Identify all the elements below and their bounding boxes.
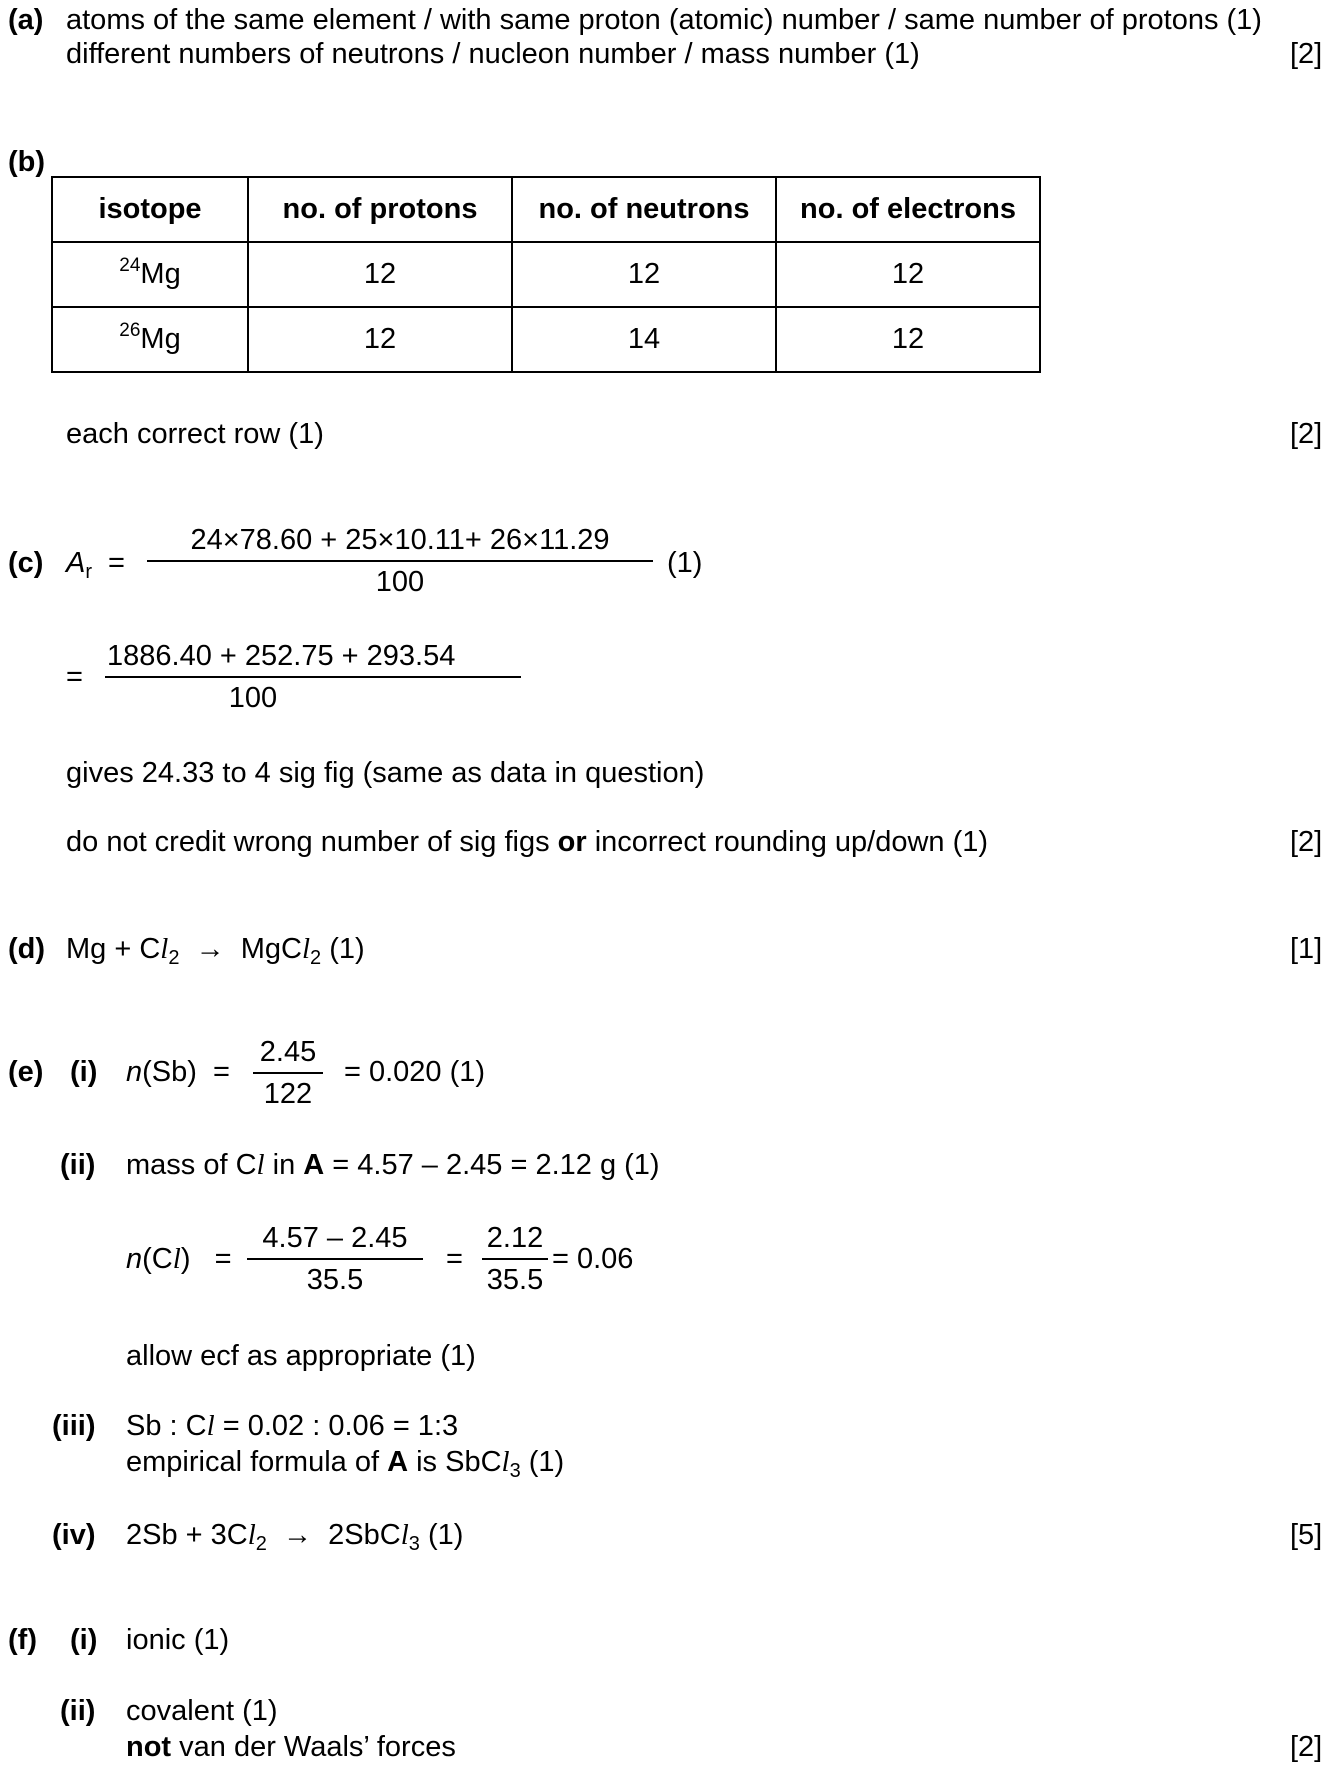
e-ii-lhs: n(Cl) = bbox=[126, 1243, 232, 1275]
compound-a: A bbox=[387, 1446, 409, 1478]
fraction-denominator: 122 bbox=[263, 1078, 313, 1111]
part-e-marks: [5] bbox=[1290, 1519, 1323, 1551]
chlorine-l: l bbox=[301, 933, 311, 965]
header-isotope: isotope bbox=[52, 177, 248, 242]
part-b-label: (b) bbox=[8, 146, 46, 178]
text: Sb : C bbox=[126, 1410, 207, 1442]
cell-electrons: 12 bbox=[776, 307, 1040, 372]
f-i-text: ionic (1) bbox=[126, 1624, 230, 1656]
fraction-numerator: 2.12 bbox=[486, 1222, 544, 1254]
text: in bbox=[264, 1149, 304, 1181]
text: van der Waals’ forces bbox=[171, 1731, 456, 1763]
e-i-result: = 0.020 (1) bbox=[344, 1056, 486, 1088]
part-e-iv-label: (iv) bbox=[52, 1519, 96, 1551]
text: ) bbox=[180, 1243, 191, 1275]
fraction-bar bbox=[147, 560, 653, 562]
text: is SbC bbox=[408, 1446, 502, 1478]
arrow: → bbox=[283, 1519, 313, 1551]
chlorine-l: l bbox=[160, 933, 169, 965]
element-symbol: Mg bbox=[140, 323, 181, 355]
part-d-label: (d) bbox=[8, 933, 46, 965]
e-i-fraction bbox=[253, 1036, 323, 1112]
lhs-text: (Sb) bbox=[142, 1056, 197, 1088]
fraction-denominator: 35.5 bbox=[306, 1264, 364, 1297]
cell-protons: 12 bbox=[248, 307, 512, 372]
part-c-label: (c) bbox=[8, 547, 44, 579]
part-f-ii-label: (ii) bbox=[60, 1695, 96, 1727]
relative-atomic-mass bbox=[66, 547, 93, 583]
subscript: 3 bbox=[509, 1460, 521, 1482]
f-ii-text: covalent (1) bbox=[126, 1695, 278, 1727]
subscript: 3 bbox=[408, 1533, 420, 1555]
part-f-i-label: (i) bbox=[70, 1624, 98, 1656]
line4-text: incorrect rounding up/down (1) bbox=[586, 826, 989, 858]
table-row bbox=[52, 242, 1040, 307]
part-d-equation bbox=[66, 933, 365, 969]
table-header-row bbox=[52, 177, 1040, 242]
mark: (1) bbox=[419, 1519, 464, 1551]
part-e-label: (e) bbox=[8, 1056, 44, 1088]
product: MgC bbox=[240, 933, 302, 965]
cell-neutrons: 12 bbox=[512, 242, 776, 307]
chlorine-l: l bbox=[501, 1446, 510, 1478]
fraction-1 bbox=[147, 524, 653, 600]
cell-neutrons: 14 bbox=[512, 307, 776, 372]
line4-bold: or bbox=[557, 826, 587, 858]
ar-subscript: r bbox=[85, 561, 93, 583]
part-f-marks: [2] bbox=[1290, 1731, 1323, 1763]
fraction-2-denominator: 100 bbox=[228, 682, 278, 715]
not-bold: not bbox=[126, 1731, 172, 1763]
element-symbol: Mg bbox=[140, 258, 181, 290]
fraction-bar bbox=[247, 1258, 423, 1260]
part-a-line1: atoms of the same element / with same proton (atomic) number / same number of protons (1) bbox=[66, 4, 1262, 36]
mass-number: 24 bbox=[119, 255, 141, 276]
text: = 0.02 : 0.06 = 1:3 bbox=[214, 1410, 459, 1442]
cell-isotope bbox=[52, 307, 248, 372]
table-row bbox=[52, 307, 1040, 372]
header-electrons: no. of electrons bbox=[776, 177, 1040, 242]
part-b-note: each correct row (1) bbox=[66, 418, 324, 450]
part-c-mark: (1) bbox=[667, 547, 703, 579]
chlorine-l: l bbox=[400, 1519, 409, 1551]
part-b-marks: [2] bbox=[1290, 418, 1323, 450]
cell-protons: 12 bbox=[248, 242, 512, 307]
e-ii-note: allow ecf as appropriate (1) bbox=[126, 1340, 476, 1372]
part-c-line3: gives 24.33 to 4 sig fig (same as data in question) bbox=[66, 757, 705, 789]
equals-sign: = bbox=[66, 661, 83, 693]
fraction-bar bbox=[253, 1072, 323, 1074]
part-e-ii-label: (ii) bbox=[60, 1149, 96, 1181]
cell-electrons: 12 bbox=[776, 242, 1040, 307]
fraction-1-denominator: 100 bbox=[375, 566, 425, 599]
text: empirical formula of bbox=[126, 1446, 388, 1478]
e-iv-equation bbox=[126, 1519, 464, 1555]
fraction-numerator: 4.57 – 2.45 bbox=[262, 1222, 408, 1254]
e-i-lhs: n(Sb) = bbox=[126, 1056, 230, 1088]
fraction-2-numerator: 1886.40 + 252.75 + 293.54 bbox=[107, 640, 456, 672]
part-a-label: (a) bbox=[8, 4, 44, 36]
part-a-line2: different numbers of neutrons / nucleon number / mass number (1) bbox=[66, 38, 920, 70]
part-c-line4 bbox=[66, 826, 988, 859]
fraction-bar bbox=[482, 1258, 548, 1260]
part-e-i-label: (i) bbox=[70, 1056, 98, 1088]
e-ii-fraction-1 bbox=[247, 1222, 423, 1298]
ar-symbol: A bbox=[66, 547, 86, 579]
e-ii-line1 bbox=[126, 1149, 660, 1182]
equals-sign: = bbox=[446, 1243, 463, 1275]
part-c-marks: [2] bbox=[1290, 826, 1323, 858]
compound-a: A bbox=[303, 1149, 325, 1181]
e-ii-fraction-2 bbox=[482, 1222, 548, 1298]
mark: (1) bbox=[329, 933, 365, 965]
subscript: 2 bbox=[310, 947, 322, 969]
mass-number: 26 bbox=[119, 320, 141, 341]
e-ii-result: = 0.06 bbox=[552, 1243, 634, 1275]
n-symbol: n bbox=[126, 1243, 143, 1275]
fraction-denominator: 35.5 bbox=[486, 1264, 544, 1297]
part-e-iii-label: (iii) bbox=[52, 1410, 96, 1442]
e-iii-line1 bbox=[126, 1410, 458, 1443]
subscript: 2 bbox=[255, 1533, 267, 1555]
product: 2SbC bbox=[328, 1519, 401, 1551]
chlorine-l: l bbox=[256, 1149, 265, 1181]
cell-isotope bbox=[52, 242, 248, 307]
header-protons: no. of protons bbox=[248, 177, 512, 242]
arrow: → bbox=[195, 933, 225, 965]
f-ii-line2 bbox=[126, 1731, 456, 1764]
equals-sign: = bbox=[108, 547, 125, 579]
chlorine-l: l bbox=[247, 1519, 256, 1551]
fraction-bar bbox=[105, 676, 521, 678]
part-d-marks: [1] bbox=[1290, 933, 1323, 965]
fraction-numerator: 2.45 bbox=[259, 1036, 317, 1068]
fraction-2 bbox=[105, 640, 521, 716]
text: = 4.57 – 2.45 = 2.12 g (1) bbox=[324, 1149, 660, 1181]
chlorine-l: l bbox=[172, 1243, 181, 1275]
text: (C bbox=[142, 1243, 173, 1275]
fraction-1-numerator: 24×78.60 + 25×10.11+ 26×11.29 bbox=[190, 524, 610, 556]
text: mass of C bbox=[126, 1149, 257, 1181]
part-a-marks: [2] bbox=[1290, 38, 1323, 70]
reactants: 2Sb + 3C bbox=[126, 1519, 248, 1551]
e-iii-line2 bbox=[126, 1446, 565, 1482]
text: (1) bbox=[520, 1446, 565, 1478]
isotope-table bbox=[51, 176, 1041, 373]
part-f-label: (f) bbox=[8, 1624, 37, 1656]
chlorine-l: l bbox=[206, 1410, 215, 1442]
n-symbol: n bbox=[126, 1056, 143, 1088]
line4-text: do not credit wrong number of sig figs bbox=[66, 826, 558, 858]
header-neutrons: no. of neutrons bbox=[512, 177, 776, 242]
subscript: 2 bbox=[168, 947, 180, 969]
reactants: Mg + C bbox=[66, 933, 161, 965]
